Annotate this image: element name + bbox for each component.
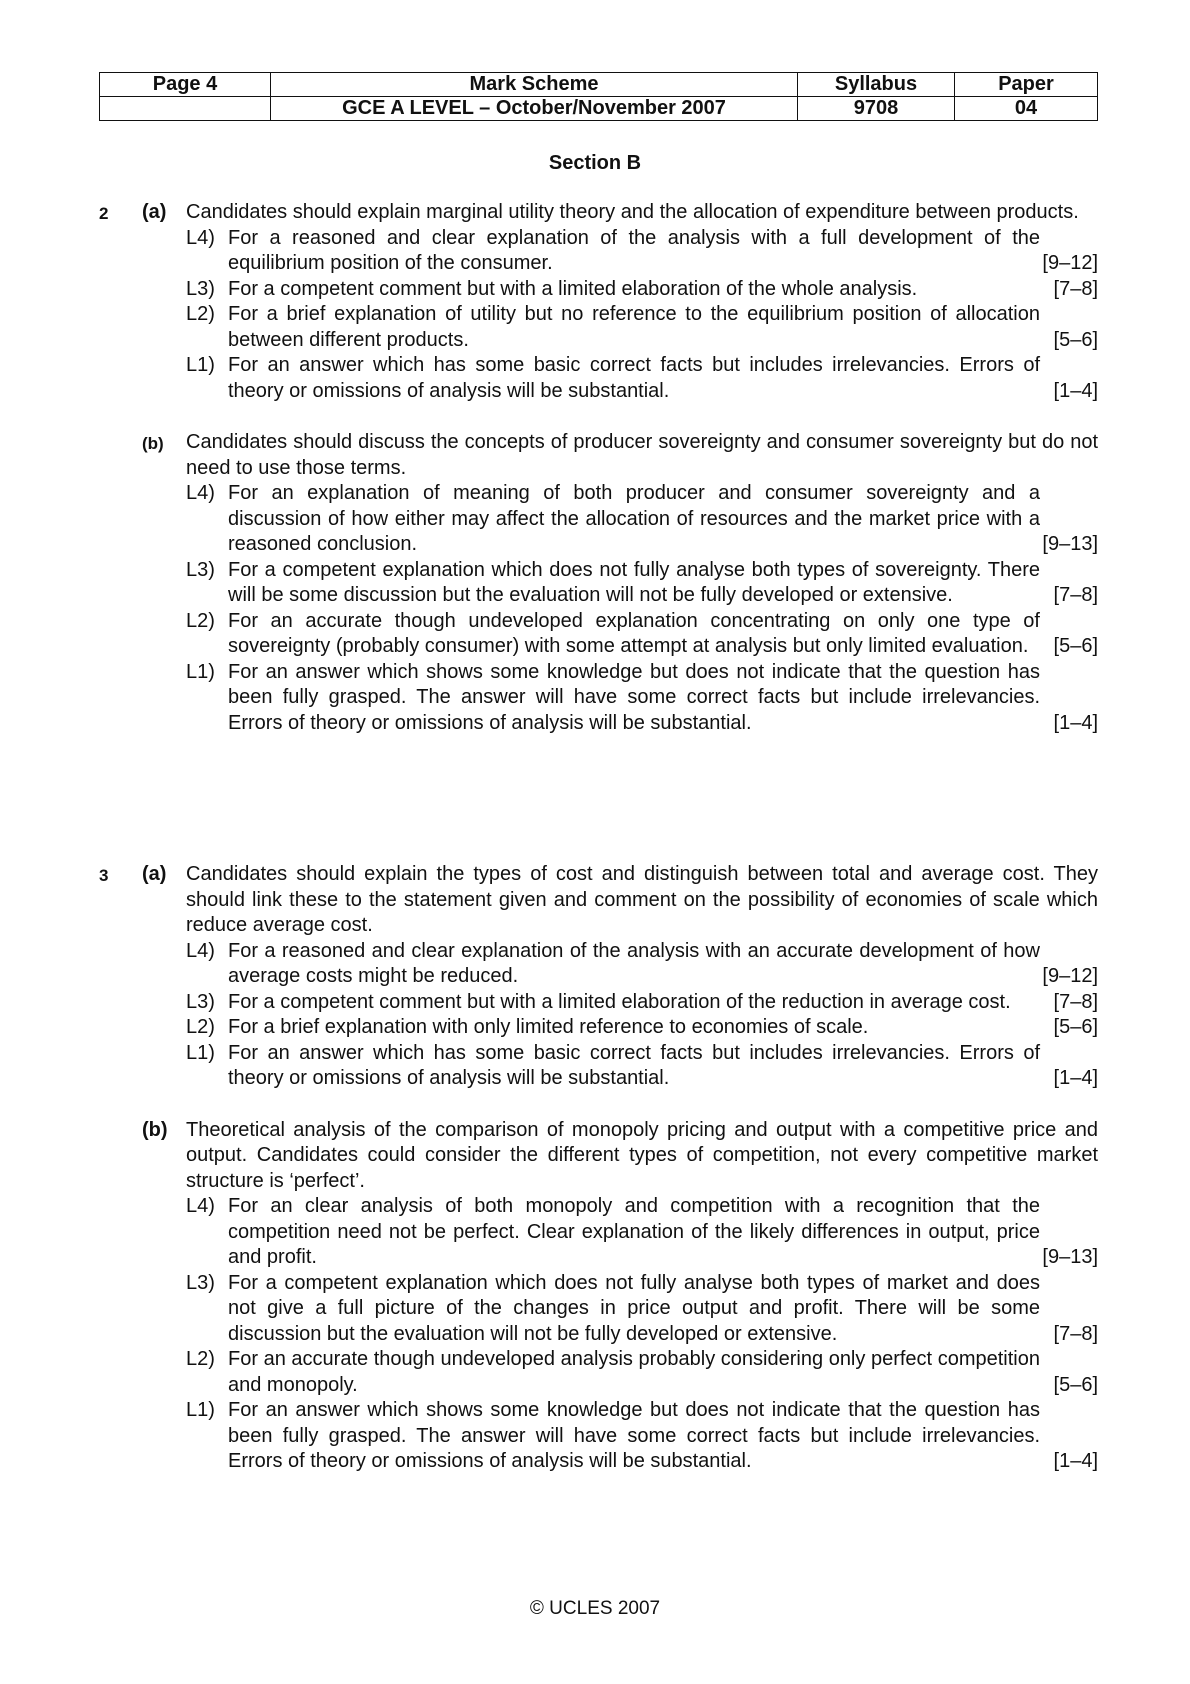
level-text: For a reasoned and clear explanation of the analysis with a full development of the equilibrium position of the consumer. bbox=[228, 226, 1040, 274]
mark-range: [9–13] bbox=[1042, 533, 1098, 555]
level-item bbox=[186, 1271, 1098, 1348]
mark-range: [5–6] bbox=[1053, 328, 1098, 351]
header-syllabus-code: 9708 bbox=[798, 97, 955, 121]
part-label: (a) bbox=[142, 863, 167, 885]
level-item bbox=[186, 609, 1098, 660]
question-2-part-a bbox=[0, 200, 1190, 404]
header-paper-label: Paper bbox=[955, 73, 1098, 97]
level-item bbox=[186, 1398, 1098, 1475]
part-intro: Candidates should explain the types of cost and distinguish between total and average cost. They should link these to the statement given and comment on the possibility of economies of scale which reduce average cost. bbox=[186, 863, 1098, 936]
level-text: For an clear analysis of both monopoly and competition with a recognition that the competition need not be perfect. Clear explanation of the likely differences in output, price and profit. bbox=[228, 1195, 1040, 1268]
mark-range: [1–4] bbox=[1053, 1067, 1098, 1089]
question-number: 3 bbox=[99, 866, 109, 885]
part-intro: Candidates should explain marginal utility theory and the allocation of expenditure between products. bbox=[186, 201, 1079, 223]
level-item bbox=[186, 302, 1098, 353]
mark-range: [9–13] bbox=[1042, 1246, 1098, 1268]
level-item bbox=[186, 990, 1098, 1016]
header-row-values bbox=[100, 97, 1098, 121]
mark-range: [7–8] bbox=[1053, 277, 1098, 300]
mark-range: [9–12] bbox=[1042, 965, 1098, 987]
level-label: L4) bbox=[186, 226, 215, 249]
header-page: Page 4 bbox=[100, 73, 271, 97]
mark-range: [5–6] bbox=[1053, 635, 1098, 657]
question-2-part-b bbox=[0, 430, 1190, 736]
header-doc-type: Mark Scheme bbox=[271, 73, 798, 97]
level-label: L2) bbox=[186, 609, 215, 632]
level-text: For an explanation of meaning of both producer and consumer sovereignty and a discussion of how either may affect the allocation of resources and the market price with a reasoned conclusion. bbox=[228, 482, 1040, 555]
header-table bbox=[99, 72, 1098, 121]
mark-range: [1–4] bbox=[1053, 711, 1098, 734]
mark-range: [1–4] bbox=[1053, 1450, 1098, 1472]
level-item bbox=[186, 558, 1098, 609]
header-syllabus-label: Syllabus bbox=[798, 73, 955, 97]
header-exam-title: GCE A LEVEL – October/November 2007 bbox=[271, 97, 798, 121]
level-label: L4) bbox=[186, 939, 215, 962]
question-2 bbox=[0, 200, 1190, 736]
level-item bbox=[186, 277, 1098, 303]
level-text: For a brief explanation of utility but no reference to the equilibrium position of allocation between different products. bbox=[228, 303, 1040, 351]
level-label: L1) bbox=[186, 354, 215, 376]
level-label: L1) bbox=[186, 660, 215, 683]
level-item bbox=[186, 1015, 1098, 1041]
part-label: (b) bbox=[142, 434, 164, 453]
mark-range: [7–8] bbox=[1053, 990, 1098, 1013]
level-label: L3) bbox=[186, 1271, 215, 1294]
mark-range: [7–8] bbox=[1053, 1322, 1098, 1345]
mark-range: [7–8] bbox=[1053, 584, 1098, 606]
level-item bbox=[186, 481, 1098, 558]
question-number: 2 bbox=[99, 204, 109, 223]
part-label: (b) bbox=[142, 1118, 168, 1141]
level-item bbox=[186, 939, 1098, 990]
copyright-footer: © UCLES 2007 bbox=[529, 1598, 661, 1619]
section-title: Section B bbox=[548, 152, 642, 174]
level-text: For an accurate though undeveloped analysis probably considering only perfect competition and monopoly. bbox=[228, 1348, 1040, 1396]
level-item bbox=[186, 1347, 1098, 1398]
header-row-labels bbox=[100, 73, 1098, 97]
question-3 bbox=[0, 862, 1190, 1475]
level-item bbox=[186, 660, 1098, 737]
header-empty-cell bbox=[100, 97, 271, 121]
mark-range: [9–12] bbox=[1042, 252, 1098, 274]
level-item bbox=[186, 1194, 1098, 1271]
level-label: L2) bbox=[186, 1348, 215, 1370]
level-label: L4) bbox=[186, 482, 215, 504]
level-text: For an accurate though undeveloped explanation concentrating on only one type of sovereignty (probably consumer) with some attempt at analysis but only limited evaluation. bbox=[228, 609, 1040, 657]
level-label: L3) bbox=[186, 990, 215, 1013]
level-label: L3) bbox=[186, 558, 215, 581]
part-intro: Candidates should discuss the concepts of producer sovereignty and consumer sovereignty but do not need to use those terms. bbox=[186, 431, 1098, 479]
level-text: For an answer which has some basic correct facts but includes irrelevancies. Errors of theory or omissions of analysis will be substantial. bbox=[228, 354, 1040, 402]
level-item bbox=[186, 226, 1098, 277]
part-intro: Theoretical analysis of the comparison of monopoly pricing and output with a competitive price and output. Candidates could consider the different types of competition, not every competitive market structure is ‘perfect’. bbox=[186, 1118, 1098, 1192]
level-text: For an answer which shows some knowledge but does not indicate that the question has been fully grasped. The answer will have some correct facts but include irrelevancies. Errors of theory or omissions of analysis will be substantial. bbox=[228, 660, 1040, 734]
level-label: L2) bbox=[186, 1016, 215, 1038]
header-paper-number: 04 bbox=[955, 97, 1098, 121]
level-item bbox=[186, 353, 1098, 404]
level-text: For a competent explanation which does not fully analyse both types of market and does not give a full picture of the changes in price output and profit. There will be some discussion but the evaluation will not be fully developed or extensive. bbox=[228, 1271, 1040, 1345]
level-label: L1) bbox=[186, 1399, 215, 1421]
level-label: L2) bbox=[186, 303, 215, 325]
level-label: L3) bbox=[186, 277, 215, 300]
level-label: L4) bbox=[186, 1195, 215, 1217]
level-text: For a competent comment but with a limited elaboration of the reduction in average cost. bbox=[228, 990, 1011, 1013]
level-text: For a competent comment but with a limited elaboration of the whole analysis. bbox=[228, 277, 918, 300]
level-text: For an answer which shows some knowledge but does not indicate that the question has been fully grasped. The answer will have some correct facts but include irrelevancies. Errors of theory or omissions of analysis will be substantial. bbox=[228, 1399, 1040, 1472]
level-text: For a competent explanation which does not fully analyse both types of sovereignty. There will be some discussion but the evaluation will not be fully developed or extensive. bbox=[228, 558, 1040, 606]
level-text: For an answer which has some basic correct facts but includes irrelevancies. Errors of theory or omissions of analysis will be substantial. bbox=[228, 1041, 1040, 1089]
question-3-part-b bbox=[0, 1118, 1190, 1475]
level-label: L1) bbox=[186, 1041, 215, 1064]
mark-range: [5–6] bbox=[1053, 1373, 1098, 1396]
level-item bbox=[186, 1041, 1098, 1092]
part-label: (a) bbox=[142, 201, 167, 223]
level-text: For a brief explanation with only limited reference to economies of scale. bbox=[228, 1016, 869, 1038]
mark-range: [5–6] bbox=[1053, 1016, 1098, 1038]
level-text: For a reasoned and clear explanation of the analysis with an accurate development of how average costs might be reduced. bbox=[228, 939, 1040, 987]
question-3-part-a bbox=[0, 862, 1190, 1092]
mark-range: [1–4] bbox=[1053, 379, 1098, 402]
